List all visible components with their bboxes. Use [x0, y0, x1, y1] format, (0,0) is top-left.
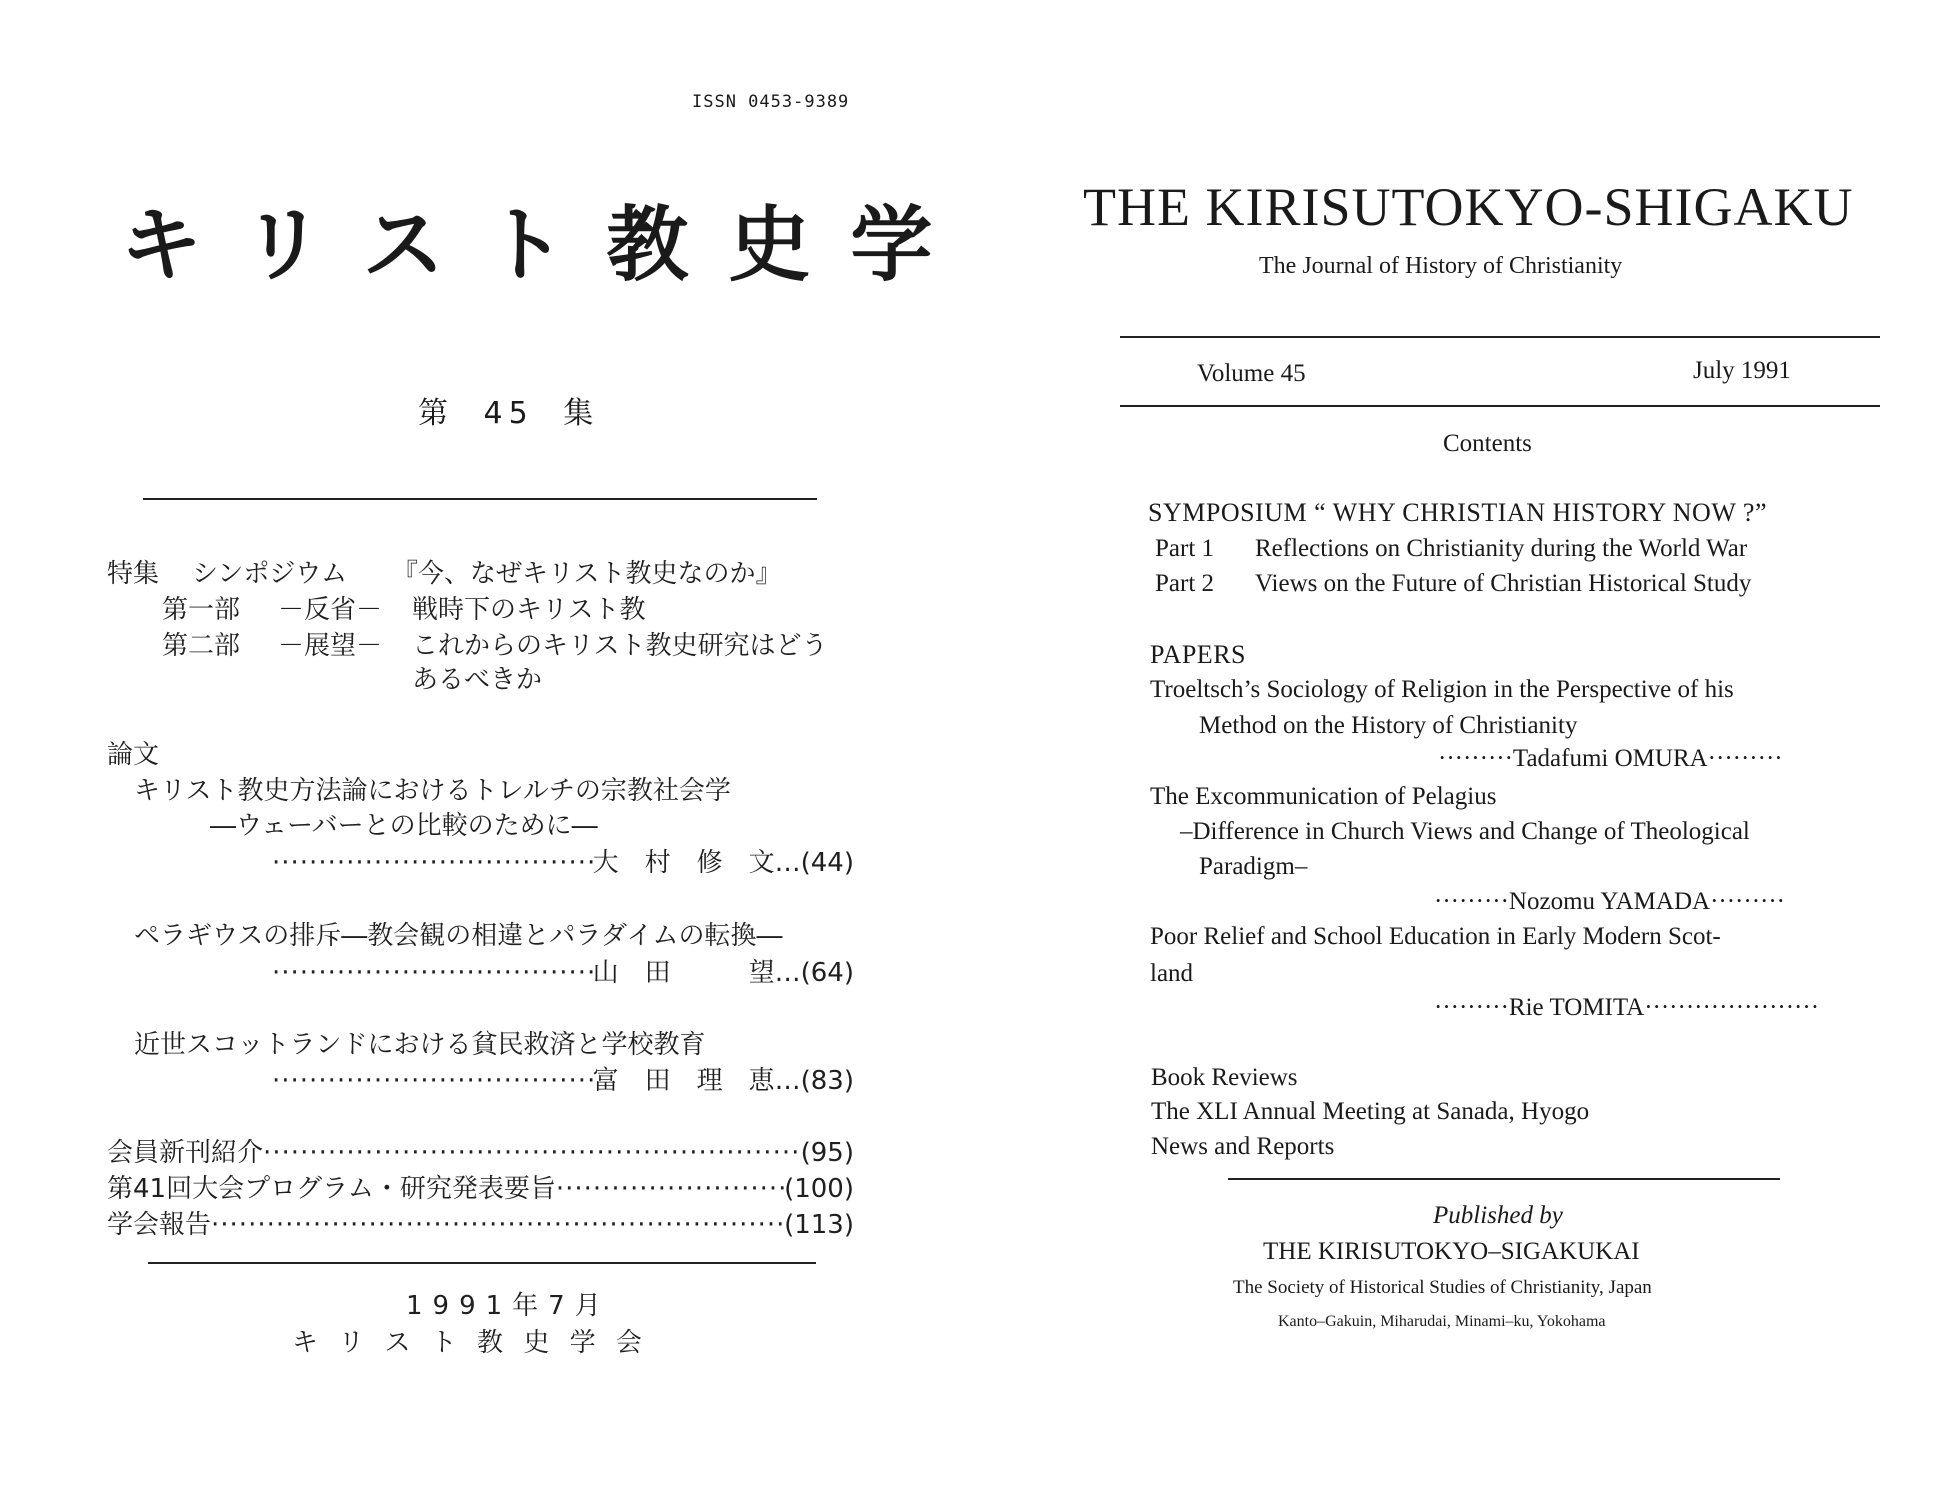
paper1-line1: Troeltsch’s Sociology of Religion in the Perspective of his	[1150, 676, 1734, 703]
leader-dots	[272, 1063, 593, 1099]
part2-label: Part 2	[1155, 570, 1215, 597]
paper2-line3: Paradigm–	[1199, 853, 1308, 880]
volume-number-japanese: 第 45 集	[418, 396, 600, 431]
misc-entry-2-label: 第41回大会プログラム・研究発表要旨	[107, 1174, 556, 1204]
symposium-part1-sub: －反省－	[278, 595, 383, 625]
paper3-title-line1: 近世スコットランドにおける貧民救済と学校教育	[134, 1030, 706, 1060]
divider-publisher	[1228, 1178, 1780, 1180]
journal-title-japanese: キリスト教史学	[120, 198, 973, 293]
issn-number: ISSN 0453-9389	[692, 92, 850, 112]
news-and-reports: News and Reports	[1151, 1133, 1335, 1160]
symposium-part1-title: 戦時下のキリスト教	[412, 595, 646, 625]
publisher-japanese: キ リ ス ト 教 史 学 会	[292, 1328, 648, 1358]
leader-dots	[556, 1171, 784, 1207]
paper3-line1: Poor Relief and School Education in Early Modern Scot-	[1150, 923, 1721, 950]
paper3-page: (83)	[800, 1066, 854, 1096]
publication-date-japanese: 1991年7月	[406, 1291, 611, 1321]
contents-heading: Contents	[1443, 430, 1532, 457]
misc-entry-3-page: (113)	[784, 1210, 854, 1240]
leader-dots	[272, 845, 593, 881]
leader-dots	[272, 955, 593, 991]
divider-volume-top	[1120, 336, 1880, 338]
symposium-theme: 『今、なぜキリスト教史なのか』	[392, 559, 782, 589]
society-name-english: The Society of Historical Studies of Christianity, Japan	[1233, 1277, 1652, 1298]
symposium-part2-title-line2: あるべきか	[412, 665, 543, 695]
paper3-author: 富 田 理 恵	[592, 1066, 775, 1096]
part2-title: Views on the Future of Christian Historical Study	[1255, 570, 1752, 597]
paper2-author: 山 田 望	[592, 958, 775, 988]
paper1-page: (44)	[800, 848, 854, 878]
published-by: Published by	[1433, 1202, 1563, 1229]
misc-entry-2	[107, 1171, 854, 1207]
paper1-dots: …	[774, 848, 801, 878]
symposium-name: シンポジウム	[192, 559, 348, 589]
part1-label: Part 1	[1155, 535, 1215, 562]
society-name: THE KIRISUTOKYO–SIGAKUKAI	[1263, 1238, 1640, 1265]
misc-entry-1-label: 会員新刊紹介	[107, 1138, 264, 1168]
divider-bottom-left	[148, 1262, 816, 1264]
leader-dots	[263, 1135, 801, 1171]
paper3-line2: land	[1150, 960, 1194, 987]
paper1-author: ·········Tadafumi OMURA·········	[1438, 745, 1783, 772]
misc-entry-2-page: (100)	[784, 1174, 854, 1204]
volume-number: Volume 45	[1197, 360, 1306, 387]
journal-subtitle: The Journal of History of Christianity	[1259, 253, 1623, 279]
symposium-part2-sub: －展望－	[278, 631, 383, 661]
publication-date: July 1991	[1693, 357, 1791, 384]
journal-title-english: THE KIRISUTOKYO-SHIGAKU	[1083, 177, 1854, 237]
paper2-author: ·········Nozomu YAMADA·········	[1434, 888, 1786, 915]
symposium-part1-label: 第一部	[162, 595, 241, 625]
papers-heading: PAPERS	[1150, 640, 1246, 669]
misc-entry-3-label: 学会報告	[107, 1210, 212, 1240]
paper1-title-line2: ―ウェーバーとの比較のために―	[210, 811, 598, 841]
paper3-author: ·········Rie TOMITA·····················	[1434, 994, 1820, 1021]
paper2-dots: …	[774, 958, 801, 988]
paper2-line2: –Difference in Church Views and Change of Theological	[1180, 818, 1750, 845]
papers-heading-japanese: 論文	[107, 740, 160, 770]
misc-entry-3	[107, 1207, 854, 1243]
paper1-author: 大 村 修 文	[592, 848, 775, 878]
symposium-label: 特集	[107, 559, 160, 589]
misc-entry-1	[107, 1135, 854, 1171]
divider-top-left	[143, 498, 817, 500]
leader-dots	[211, 1207, 784, 1243]
symposium-part2-label: 第二部	[162, 631, 241, 661]
paper3-dots: …	[774, 1066, 801, 1096]
paper1-entry	[272, 845, 854, 881]
divider-volume-bottom	[1120, 405, 1880, 407]
paper3-entry	[272, 1063, 854, 1099]
society-address: Kanto–Gakuin, Miharudai, Minami–ku, Yokohama	[1278, 1313, 1606, 1330]
paper2-entry	[272, 955, 854, 991]
part1-title: Reflections on Christianity during the World War	[1255, 535, 1748, 562]
misc-entry-1-page: (95)	[800, 1138, 854, 1168]
paper1-line2: Method on the History of Christianity	[1199, 712, 1578, 739]
paper2-page: (64)	[800, 958, 854, 988]
paper2-line1: The Excommunication of Pelagius	[1150, 783, 1497, 810]
book-reviews: Book Reviews	[1151, 1064, 1298, 1091]
paper1-title-line1: キリスト教史方法論におけるトレルチの宗教社会学	[134, 776, 731, 806]
annual-meeting: The XLI Annual Meeting at Sanada, Hyogo	[1151, 1098, 1590, 1125]
symposium-heading: SYMPOSIUM “ WHY CHRISTIAN HISTORY NOW ?”	[1148, 498, 1767, 527]
paper2-title-line1: ペラギウスの排斥―教会観の相違とパラダイムの転換―	[134, 921, 783, 951]
symposium-part2-title-line1: これからのキリスト教史研究はどう	[412, 631, 828, 661]
